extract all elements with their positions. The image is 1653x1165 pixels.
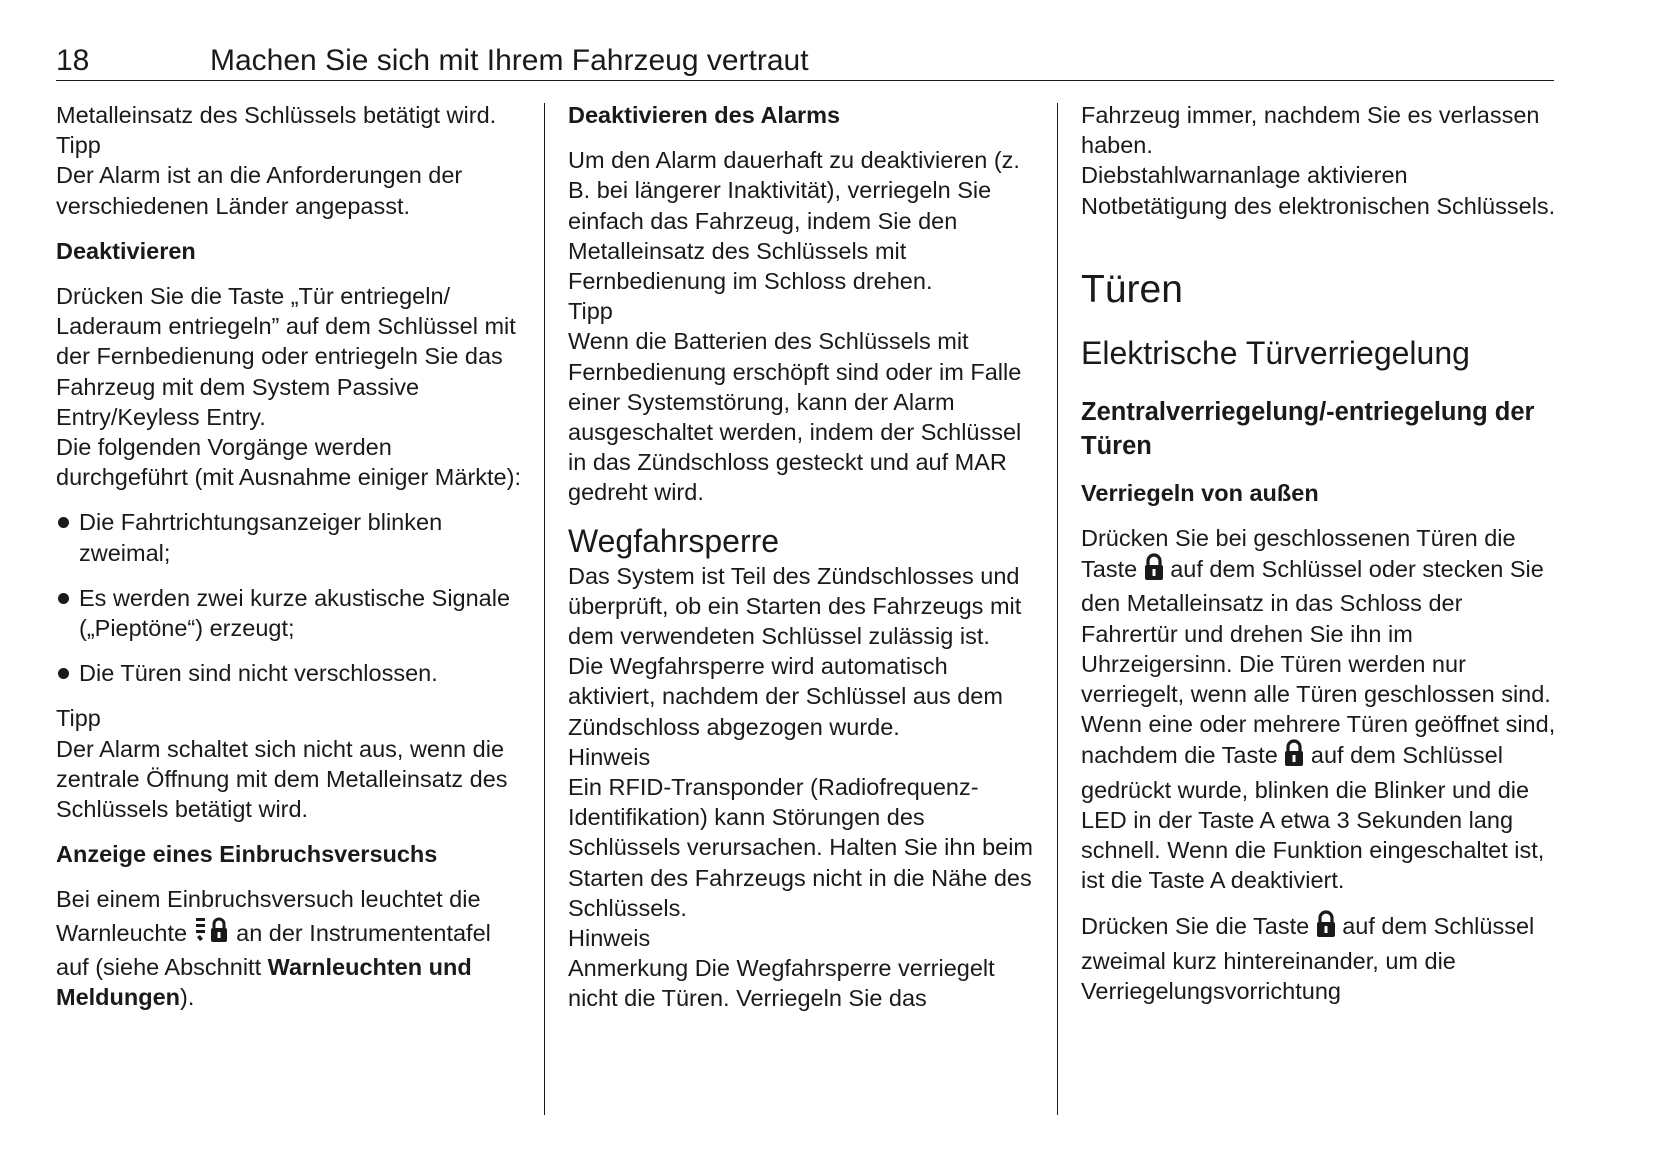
column-1 bbox=[56, 100, 526, 1012]
anzeige-text-c: ). bbox=[180, 984, 195, 1011]
col1-intro: Metalleinsatz des Schlüssels betätigt wird. bbox=[56, 102, 497, 128]
zweimal-text-b: auf dem Schlüssel zweimal kurz hintereinander, um die Verriegelungsvorrichtung bbox=[1081, 913, 1535, 1004]
anzeige-text-b: an der Instrumententafel auf (siehe Abschnitt bbox=[56, 919, 491, 980]
vorgaenge-list bbox=[56, 507, 526, 688]
reference-diebstahlwarnanlage: Diebstahlwarnanlage aktivieren bbox=[1081, 162, 1408, 189]
col3-intro: Fahrzeug immer, nachdem Sie es verlassen haben. bbox=[1081, 102, 1540, 159]
hinweis2-text: Anmerkung Die Wegfahrsperre verriegelt nicht die Türen. Verriegeln Sie das bbox=[568, 955, 995, 1012]
bullet-dot bbox=[58, 593, 69, 604]
offen-text-a: Wenn eine oder mehrere Türen geöffnet sind, nachdem die Taste bbox=[1081, 711, 1556, 769]
page-number: 18 bbox=[56, 44, 90, 77]
anzeige-text-a: Bei einem Einbruchsversuch leuchtet die Warnleuchte bbox=[56, 886, 481, 946]
offen-text-b: auf dem Schlüssel gedrückt wurde, blinken die Blinker und die LED in der Taste A etwa 3 Sekunden lang schnell. Wenn die Funktion eingeschaltet ist, ist die Taste A deaktiviert. bbox=[1081, 742, 1545, 894]
zweimal-text bbox=[1081, 910, 1557, 1006]
tueren-offen-text bbox=[1081, 709, 1557, 895]
column-2 bbox=[568, 100, 1038, 1014]
zentralverriegelung-heading: Zentralverriegelung/-entriegelung der Türen bbox=[1081, 397, 1535, 460]
verriegeln-text-a: Drücken Sie bei geschlossenen Türen die Taste bbox=[1081, 525, 1516, 583]
verriegeln-text bbox=[1081, 523, 1557, 709]
anzeige-text bbox=[56, 884, 526, 1012]
bullet-text: Die Türen sind nicht verschlossen. bbox=[79, 660, 438, 687]
hinweis1-label: Hinweis bbox=[568, 743, 651, 770]
warnleuchten-reference: Warnleuchten und Meldungen bbox=[56, 953, 472, 1011]
lock-icon bbox=[1284, 739, 1304, 774]
column-3 bbox=[1081, 100, 1557, 1006]
tipp1-text: Der Alarm ist an die Anforderungen der verschiedenen Länder angepasst. bbox=[56, 162, 463, 219]
bullet-text: Es werden zwei kurze akustische Signale („Pieptöne“) erzeugt; bbox=[79, 584, 511, 642]
verriegeln-von-aussen-heading: Verriegeln von außen bbox=[1081, 479, 1319, 506]
deaktivieren-heading: Deaktivieren bbox=[56, 237, 196, 264]
hinweis2-label: Hinweis bbox=[568, 925, 651, 952]
bullet-dot bbox=[58, 668, 69, 679]
reference-notbetaetigung: Notbetätigung des elektronischen Schlüssels. bbox=[1081, 192, 1556, 219]
list-item bbox=[56, 658, 526, 688]
hinweis1-text: Ein RFID-Transponder (Radiofrequenz-Identifikation) kann Störungen des Schlüssels verursachen. Halten Sie ihn beim Starten des Fahrzeugs nicht in die Nähe des Schlüssels. bbox=[568, 774, 1034, 921]
column-divider-2 bbox=[1057, 103, 1058, 1115]
column-divider-1 bbox=[544, 103, 545, 1115]
wegfahrsperre-text-2: Die Wegfahrsperre wird automatisch aktiviert, nachdem der Schlüssel aus dem Zündschloss abgezogen wurde. bbox=[568, 653, 1003, 740]
page-header bbox=[56, 42, 1554, 81]
bullet-dot bbox=[58, 517, 69, 528]
list-item bbox=[56, 583, 526, 643]
bullet-text: Die Fahrtrichtungsanzeiger blinken zweimal; bbox=[79, 509, 443, 566]
list-item bbox=[56, 507, 526, 567]
tipp-text: Wenn die Batterien des Schlüssels mit Fernbedienung erschöpft sind oder im Falle einer Systemstörung, kann der Alarm ausgeschaltet werden, indem der Schlüssel in das Zündschloss gesteckt und auf MAR gedreht wird. bbox=[568, 328, 1022, 506]
tipp1-label: Tipp bbox=[56, 132, 101, 159]
alarm-warning-light-icon bbox=[194, 915, 230, 952]
verriegeln-text-b: auf dem Schlüssel oder stecken Sie den Metalleinsatz in das Schloss der Fahrertür und drehen Sie ihn im Uhrzeigersinn. Die Türen werden nur verriegelt, wenn alle Türen geschlossen sind. bbox=[1081, 556, 1551, 708]
tipp-label: Tipp bbox=[568, 298, 613, 325]
alarm-deaktivieren-heading: Deaktivieren des Alarms bbox=[568, 102, 841, 128]
lock-icon bbox=[1144, 553, 1164, 588]
tueren-heading: Türen bbox=[1081, 267, 1183, 311]
vorgaenge-text: Die folgenden Vorgänge werden durchgeführt (mit Ausnahme einiger Märkte): bbox=[56, 434, 521, 491]
alarm-deaktivieren-text: Um den Alarm dauerhaft zu deaktivieren (z. B. bei längerer Inaktivität), verriegeln Sie einfach das Fahrzeug, indem Sie den Metalleinsatz des Schlüssels mit Fernbedienung im Schloss drehen. bbox=[568, 147, 1020, 295]
anzeige-heading: Anzeige eines Einbruchsversuchs bbox=[56, 841, 438, 868]
tipp2-label: Tipp bbox=[56, 705, 101, 732]
zweimal-text-a: Drücken Sie die Taste bbox=[1081, 913, 1310, 940]
tipp2-text: Der Alarm schaltet sich nicht aus, wenn die zentrale Öffnung mit dem Metalleinsatz des Schlüssels betätigt wird. bbox=[56, 735, 508, 823]
chapter-title: Machen Sie sich mit Ihrem Fahrzeug vertraut bbox=[210, 44, 809, 77]
wegfahrsperre-heading: Wegfahrsperre bbox=[568, 522, 780, 559]
elektrische-tuerverriegelung-heading: Elektrische Türverriegelung bbox=[1081, 334, 1470, 371]
deaktivieren-text: Drücken Sie die Taste „Tür entriegeln/ Laderaum entriegeln” auf dem Schlüssel mit der Fernbedienung oder entriegeln Sie das Fahrzeug mit dem System Passive Entry/Keyless Entry. bbox=[56, 283, 516, 430]
wegfahrsperre-text-1: Das System ist Teil des Zündschlosses und überprüft, ob ein Starten des Fahrzeugs mit dem verwendeten Schlüssel zulässig ist. bbox=[568, 562, 1022, 650]
lock-icon bbox=[1316, 910, 1336, 945]
